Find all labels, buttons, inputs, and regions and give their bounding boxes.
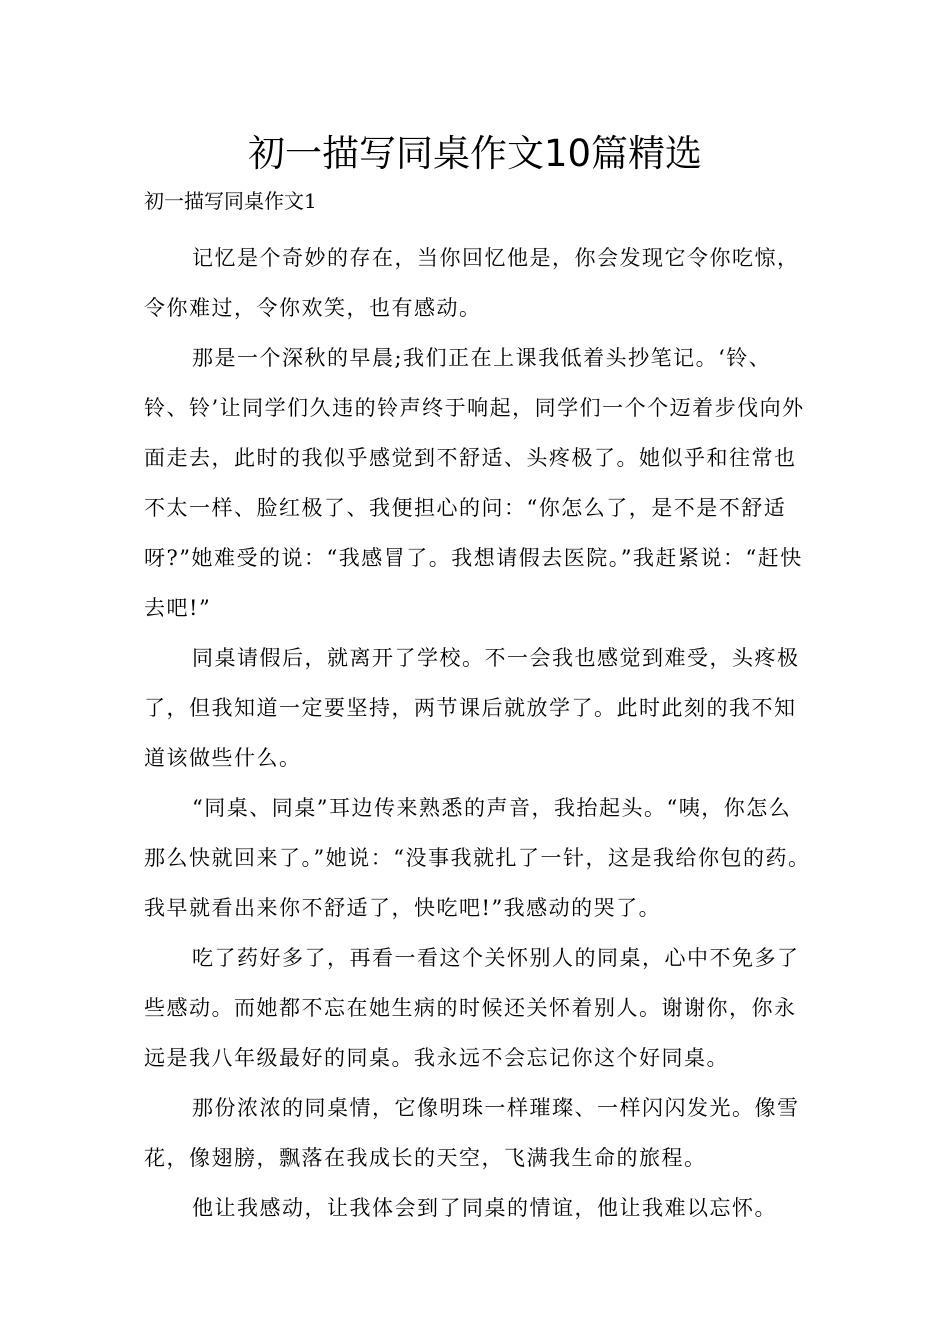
paragraph: 同桌请假后，就离开了学校。不一会我也感觉到难受，头疼极了，但我知道一定要坚持，两节课后就放学了。此时此刻的我不知道该做些什么。 (144, 646, 800, 770)
paragraph: 那份浓浓的同桌情，它像明珠一样璀璨、一样闪闪发光。像雪花，像翅膀，飘落在我成长的天空，飞满我生命的旅程。 (144, 1096, 800, 1170)
paragraph: 那是一个深秋的早晨;我们正在上课我低着头抄笔记。‘铃、铃、铃’让同学们久违的铃声终于响起，同学们一个个迈着步伐向外面走去，此时的我似乎感觉到不舒适、头疼极了。她似乎和往常也不太一样、脸红极了、我便担心的问：“你怎么了，是不是不舒适呀?”她难受的说：“我感冒了。我想请假去医院。”我赶紧说：“赶快去吧!” (144, 346, 805, 620)
document-title: 初一描写同桌作文10篇精选 (247, 132, 703, 175)
essay-body (144, 233, 812, 1233)
paragraph: 记忆是个奇妙的存在，当你回忆他是，你会发现它令你吃惊，令你难过，令你欢笑，也有感动。 (144, 246, 800, 320)
paragraph: 他让我感动，让我体会到了同桌的情谊，他让我难以忘怀。 (192, 1196, 777, 1220)
section-heading: 初一描写同桌作文1 (144, 189, 317, 213)
paragraph: “同桌、同桌”耳边传来熟悉的声音，我抬起头。“咦，你怎么那么快就回来了。”她说：“没事我就扎了一针，这是我给你包的药。我早就看出来你不舒适了，快吃吧!”我感动的哭了。 (144, 796, 811, 920)
paragraph: 吃了药好多了，再看一看这个关怀别人的同桌，心中不免多了些感动。而她都不忘在她生病的时候还关怀着别人。谢谢你，你永远是我八年级最好的同桌。我永远不会忘记你这个好同桌。 (144, 946, 800, 1070)
